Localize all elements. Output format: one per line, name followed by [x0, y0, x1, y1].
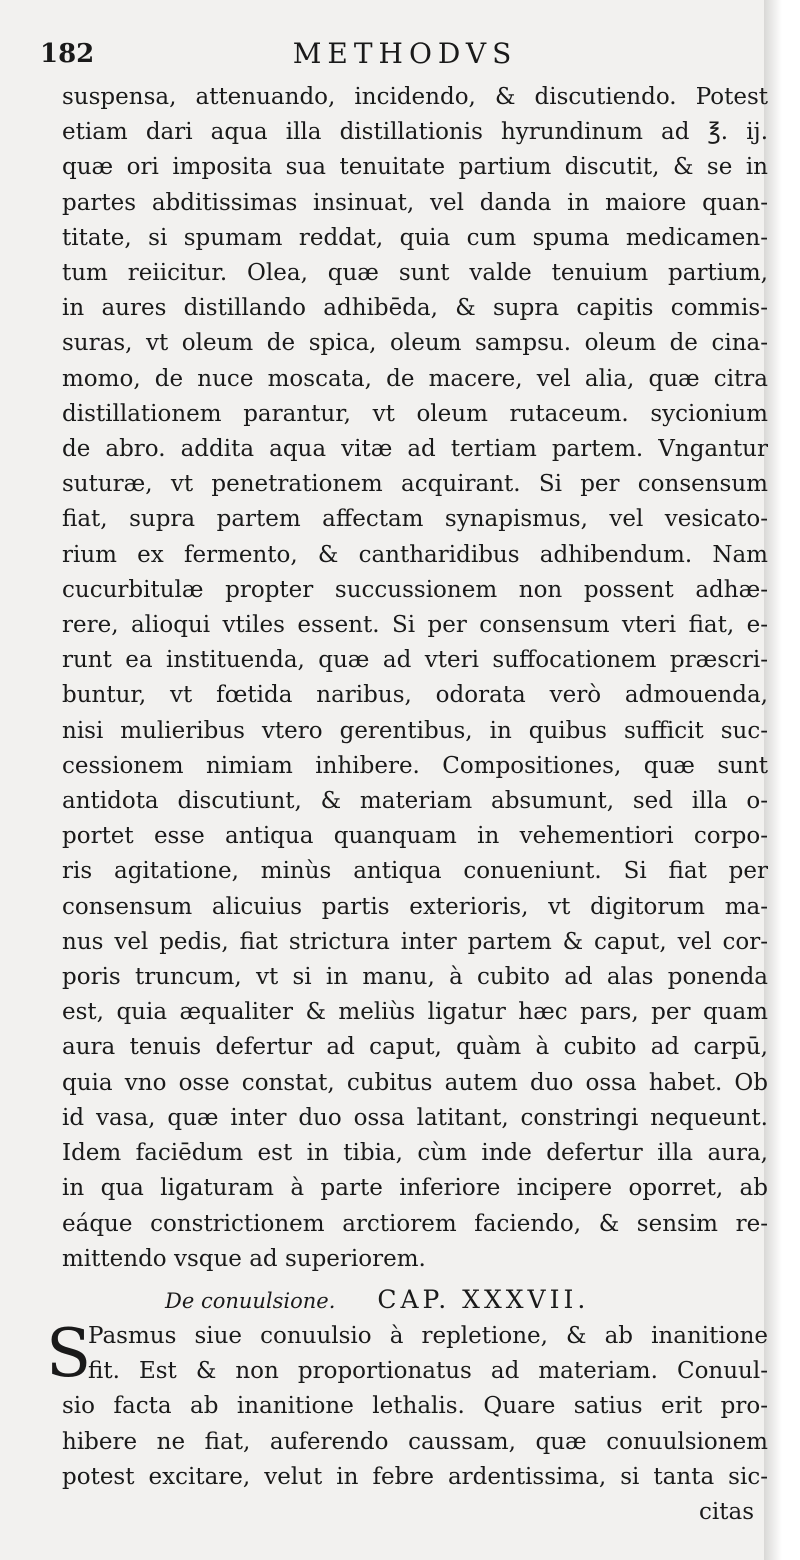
- text-line: distillationem parantur, vt oleum rutaceum. sycionium: [62, 400, 768, 427]
- text-line: Idem faciēdum est in tibia, cùm inde defertur illa aura,: [62, 1140, 768, 1167]
- text-line: mittendo vsque ad superiorem.: [62, 1245, 426, 1272]
- text-line: rium ex fermento, & cantharidibus adhibendum. Nam: [62, 541, 768, 568]
- page-number: 182: [40, 39, 95, 69]
- page-header: [40, 34, 770, 74]
- drop-cap: S: [46, 1314, 92, 1392]
- text-line: fit. Est & non proportionatus ad materiam. Conuul-: [88, 1358, 768, 1385]
- text-line: eáque constrictionem arctiorem faciendo, & sensim re-: [62, 1210, 768, 1237]
- text-line: Pasmus siue conuulsio à repletione, & ab inanitione: [88, 1322, 768, 1349]
- chapter-title: De conuulsione.: [165, 1288, 336, 1313]
- text-line: portet esse antiqua quanquam in vehementiori corpo-: [62, 823, 768, 850]
- text-line: sio facta ab inanitione lethalis. Quare satius erit pro-: [62, 1393, 768, 1420]
- text-line: hibere ne fiat, auferendo caussam, quæ conuulsionem: [62, 1428, 768, 1455]
- body-text: [46, 80, 768, 1530]
- running-head: METHODVS: [292, 37, 518, 70]
- chapter-label: CAP. XXXVII.: [377, 1284, 590, 1314]
- text-line: de abro. addita aqua vitæ ad tertiam partem. Vngantur: [62, 436, 768, 463]
- text-line: fiat, supra partem affectam synapismus, vel vesicato-: [62, 506, 768, 533]
- text-line: in aures distillando adhibēda, & supra capitis commis-: [62, 295, 768, 322]
- text-line: suspensa, attenuando, incidendo, & discutiendo. Potest: [62, 84, 768, 110]
- catchword: citas: [699, 1498, 754, 1525]
- chapter-lines: [62, 1354, 768, 1495]
- text-line: momo, de nuce moscata, de macere, vel alia, quæ citra: [62, 365, 768, 392]
- text-line: aura tenuis defertur ad caput, quàm à cubito ad carpū,: [62, 1034, 768, 1061]
- text-line: titate, si spumam reddat, quia cum spuma medicamen-: [62, 224, 768, 251]
- text-line: ris agitatione, minùs antiqua conueniunt. Si fiat per: [62, 858, 768, 885]
- text-line: suras, vt oleum de spica, oleum sampsu. oleum de cina-: [62, 330, 768, 357]
- text-line: rere, alioqui vtiles essent. Si per consensum vteri fiat, e-: [62, 612, 768, 639]
- chapter-heading: [62, 1281, 768, 1319]
- text-line: etiam dari aqua illa distillationis hyrundinum ad ℥. ij.: [62, 119, 768, 146]
- paragraph-continued: [62, 80, 768, 1277]
- text-line: tum reiicitur. Olea, quæ sunt valde tenuium partium,: [62, 260, 768, 287]
- text-line: poris truncum, vt si in manu, à cubito ad alas ponenda: [62, 964, 768, 991]
- text-line: est, quia æqualiter & meliùs ligatur hæc pars, per quam: [62, 999, 768, 1026]
- text-line: buntur, vt fœtida naribus, odorata verò admouenda,: [62, 682, 768, 709]
- text-line: consensum alicuius partis exterioris, vt digitorum ma-: [62, 893, 768, 920]
- text-line: id vasa, quæ inter duo ossa latitant, constringi nequeunt.: [62, 1104, 768, 1131]
- text-line: nus vel pedis, fiat strictura inter partem & caput, vel cor-: [62, 928, 768, 955]
- text-line: suturæ, vt penetrationem acquirant. Si per consensum: [62, 471, 768, 498]
- text-line: cucurbitulæ propter succussionem non possent adhæ-: [62, 576, 768, 603]
- text-line: quæ ori imposita sua tenuitate partium discutit, & se in: [62, 154, 768, 181]
- text-line: quia vno osse constat, cubitus autem duo ossa habet. Ob: [62, 1069, 768, 1096]
- text-line: nisi mulieribus vtero gerentibus, in quibus sufficit suc-: [62, 717, 768, 744]
- text-line: partes abditissimas insinuat, vel danda in maiore quan-: [62, 189, 768, 216]
- text-line: runt ea instituenda, quæ ad vteri suffocationem præscri-: [62, 647, 768, 674]
- text-line: in qua ligaturam à parte inferiore incipere oporret, ab: [62, 1175, 768, 1202]
- text-line: cessionem nimiam inhibere. Compositiones, quæ sunt: [62, 752, 768, 779]
- text-line: potest excitare, velut in febre ardentissima, si tanta sic-: [62, 1463, 768, 1490]
- chapter-paragraph: [46, 1314, 768, 1530]
- text-line: antidota discutiunt, & materiam absumunt, sed illa o-: [62, 788, 768, 815]
